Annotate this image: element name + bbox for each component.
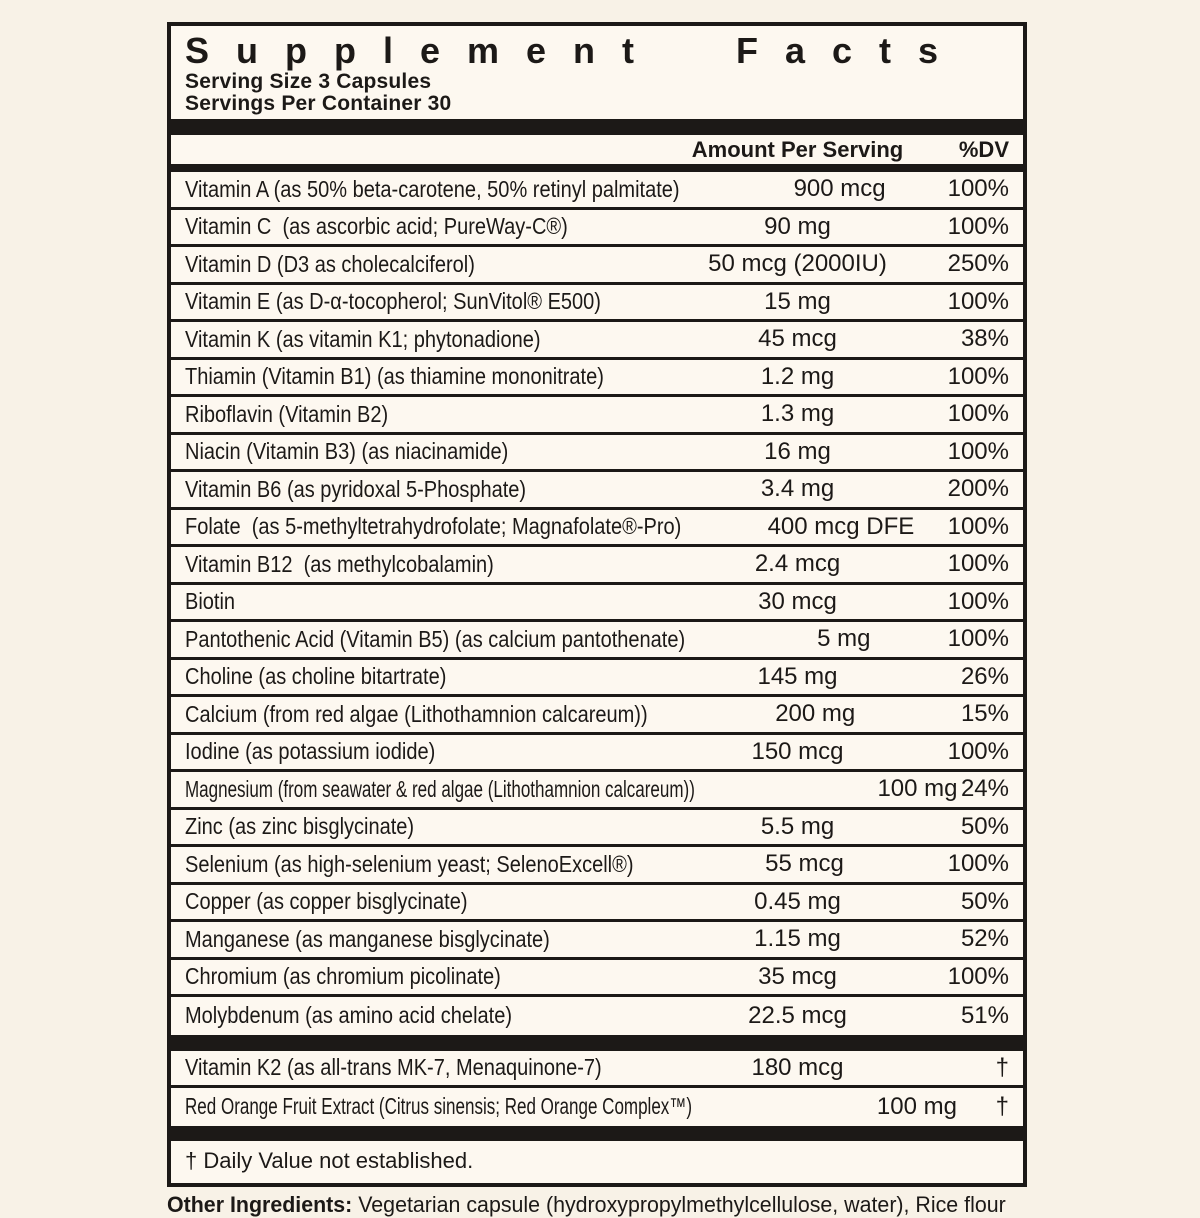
nutrient-row bbox=[171, 360, 1023, 398]
nutrient-amount: 22.5 mcg bbox=[748, 1001, 847, 1029]
nutrient-dv: 100% bbox=[947, 287, 1009, 315]
divider-bar-thick bbox=[171, 119, 1023, 135]
nutrient-row bbox=[171, 547, 1023, 585]
nutrient-dv: 24% bbox=[960, 775, 1009, 803]
nutrient-amount: 3.4 mg bbox=[760, 475, 835, 503]
nutrient-name: Vitamin E (as D-α-tocopherol; SunVitol® E500) bbox=[185, 288, 601, 315]
nutrient-name: Thiamin (Vitamin B1) (as thiamine mononitrate) bbox=[185, 363, 604, 390]
nutrient-amount: 2.4 mcg bbox=[754, 550, 841, 578]
nutrient-row bbox=[171, 885, 1023, 923]
panel-title: Supplement Facts bbox=[185, 30, 966, 71]
nutrient-row bbox=[171, 1088, 1023, 1126]
nutrient-dv: 100% bbox=[947, 587, 1009, 615]
nutrient-name: Vitamin C (as ascorbic acid; PureWay-C®) bbox=[185, 213, 568, 240]
nutrient-row bbox=[171, 510, 1023, 548]
nutrient-name: Copper (as copper bisglycinate) bbox=[185, 888, 468, 915]
nutrient-amount: 35 mcg bbox=[758, 962, 837, 990]
nutrient-row bbox=[171, 997, 1023, 1035]
nutrient-name: Red Orange Fruit Extract (Citrus sinensis; Red Orange Complex™) bbox=[185, 1093, 693, 1120]
nutrient-row bbox=[171, 697, 1023, 735]
nonestablished-nutrient-table bbox=[171, 1051, 1023, 1126]
nutrient-amount: 50 mcg (2000IU) bbox=[708, 250, 887, 278]
nutrient-dv: 15% bbox=[960, 700, 1009, 728]
nutrient-row bbox=[171, 247, 1023, 285]
nutrient-name: Folate (as 5-methyltetrahydrofolate; Magnafolate®-Pro) bbox=[185, 513, 682, 540]
nutrient-name: Vitamin K2 (as all-trans MK-7, Menaquinone-7) bbox=[185, 1054, 602, 1081]
footnote-divider-bar bbox=[171, 1126, 1023, 1141]
divider-bar-thin bbox=[171, 164, 1023, 172]
nutrient-name: Iodine (as potassium iodide) bbox=[185, 738, 436, 765]
nutrient-row bbox=[171, 847, 1023, 885]
nutrient-name: Selenium (as high-selenium yeast; SelenoExcell®) bbox=[185, 850, 634, 877]
servings-per-container: Servings Per Container 30 bbox=[185, 91, 452, 115]
nutrient-table bbox=[171, 172, 1023, 1035]
nutrient-name: Chromium (as chromium picolinate) bbox=[185, 963, 501, 990]
nutrient-dv: 100% bbox=[947, 212, 1009, 240]
nutrient-row bbox=[171, 960, 1023, 998]
nutrient-dv: 100% bbox=[947, 850, 1009, 878]
nutrient-amount: 5 mg bbox=[817, 625, 871, 653]
nutrient-name: Vitamin A (as 50% beta-carotene, 50% retinyl palmitate) bbox=[185, 175, 680, 202]
nutrient-amount: 150 mcg bbox=[751, 737, 844, 765]
supplement-facts-panel bbox=[167, 22, 1027, 1187]
nutrient-dv: 100% bbox=[947, 962, 1009, 990]
nutrient-amount: 1.2 mg bbox=[760, 362, 835, 390]
nutrient-row bbox=[171, 285, 1023, 323]
nutrient-row bbox=[171, 397, 1023, 435]
amount-per-serving-header: Amount Per Serving bbox=[691, 137, 904, 162]
other-ingredients bbox=[167, 1192, 1200, 1218]
nutrient-amount: 30 mcg bbox=[758, 587, 837, 615]
section-divider-bar bbox=[171, 1035, 1023, 1051]
nutrient-row bbox=[171, 172, 1023, 210]
nutrient-name: Manganese (as manganese bisglycinate) bbox=[185, 925, 550, 952]
other-ingredients-label: Other Ingredients: bbox=[167, 1191, 353, 1217]
nutrient-amount: 180 mcg bbox=[751, 1053, 844, 1081]
nutrient-amount: 900 mcg bbox=[793, 175, 886, 203]
nutrient-dv: 100% bbox=[947, 550, 1009, 578]
nutrient-dv: 52% bbox=[960, 925, 1009, 953]
nutrient-name: Pantothenic Acid (Vitamin B5) (as calcium pantothenate) bbox=[185, 625, 686, 652]
nutrient-dv: 100% bbox=[947, 737, 1009, 765]
nutrient-dv: † bbox=[995, 1053, 1009, 1081]
nutrient-amount: 0.45 mg bbox=[754, 887, 841, 915]
nutrient-name: Zinc (as zinc bisglycinate) bbox=[185, 813, 415, 840]
nutrient-dv: 100% bbox=[947, 437, 1009, 465]
nutrient-name: Vitamin K (as vitamin K1; phytonadione) bbox=[185, 325, 541, 352]
nutrient-dv: 100% bbox=[947, 400, 1009, 428]
nutrient-dv: † bbox=[995, 1092, 1009, 1120]
nutrient-amount: 200 mg bbox=[775, 700, 856, 728]
dv-header: %DV bbox=[958, 137, 1009, 162]
nutrient-amount: 145 mg bbox=[757, 662, 838, 690]
nutrient-row bbox=[171, 622, 1023, 660]
other-ingredients-text: Vegetarian capsule (hydroxypropylmethylcellulose, water), Rice flour bbox=[352, 1191, 1006, 1217]
nutrient-dv: 50% bbox=[960, 887, 1009, 915]
nutrient-dv: 100% bbox=[947, 175, 1009, 203]
nutrient-dv: 200% bbox=[947, 475, 1009, 503]
nutrient-amount: 1.15 mg bbox=[754, 925, 841, 953]
nutrient-dv: 100% bbox=[947, 625, 1009, 653]
nutrient-amount: 90 mg bbox=[764, 212, 831, 240]
nutrient-row bbox=[171, 210, 1023, 248]
nutrient-row bbox=[171, 585, 1023, 623]
nutrient-amount: 5.5 mg bbox=[760, 812, 835, 840]
nutrient-name: Vitamin B12 (as methylcobalamin) bbox=[185, 550, 494, 577]
nutrient-name: Magnesium (from seawater & red algae (Lithothamnion calcareum)) bbox=[185, 775, 695, 802]
nutrient-amount: 16 mg bbox=[764, 437, 831, 465]
nutrient-name: Molybdenum (as amino acid chelate) bbox=[185, 1002, 512, 1029]
nutrient-name: Niacin (Vitamin B3) (as niacinamide) bbox=[185, 438, 509, 465]
nutrient-name: Vitamin D (D3 as cholecalciferol) bbox=[185, 250, 475, 277]
nutrient-row bbox=[171, 772, 1023, 810]
nutrient-dv: 100% bbox=[947, 512, 1009, 540]
nutrient-row bbox=[171, 1051, 1023, 1089]
nutrient-amount: 15 mg bbox=[764, 287, 831, 315]
nutrient-amount: 45 mcg bbox=[758, 325, 837, 353]
nutrient-amount: 100 mg bbox=[877, 775, 958, 803]
nutrient-row bbox=[171, 435, 1023, 473]
nutrient-row bbox=[171, 660, 1023, 698]
nutrient-row bbox=[171, 322, 1023, 360]
daily-value-footnote: † Daily Value not established. bbox=[185, 1147, 474, 1173]
nutrient-amount: 1.3 mg bbox=[760, 400, 835, 428]
nutrient-amount: 400 mcg DFE bbox=[767, 512, 915, 540]
nutrient-row bbox=[171, 735, 1023, 773]
nutrient-row bbox=[171, 472, 1023, 510]
column-headers bbox=[171, 135, 1023, 162]
nutrient-name: Vitamin B6 (as pyridoxal 5-Phosphate) bbox=[185, 475, 527, 502]
nutrient-amount: 55 mcg bbox=[765, 850, 844, 878]
nutrient-amount: 100 mg bbox=[876, 1092, 957, 1120]
nutrient-row bbox=[171, 810, 1023, 848]
serving-size: Serving Size 3 Capsules bbox=[185, 70, 432, 93]
nutrient-row bbox=[171, 922, 1023, 960]
nutrient-dv: 38% bbox=[960, 325, 1009, 353]
nutrient-dv: 26% bbox=[960, 662, 1009, 690]
nutrient-dv: 50% bbox=[960, 812, 1009, 840]
nutrient-dv: 51% bbox=[960, 1001, 1009, 1029]
nutrient-name: Calcium (from red algae (Lithothamnion calcareum)) bbox=[185, 700, 648, 727]
nutrient-name: Riboflavin (Vitamin B2) bbox=[185, 400, 389, 427]
nutrient-dv: 100% bbox=[947, 362, 1009, 390]
nutrient-name: Choline (as choline bitartrate) bbox=[185, 663, 447, 690]
nutrient-name: Biotin bbox=[185, 588, 236, 615]
nutrient-dv: 250% bbox=[947, 250, 1009, 278]
